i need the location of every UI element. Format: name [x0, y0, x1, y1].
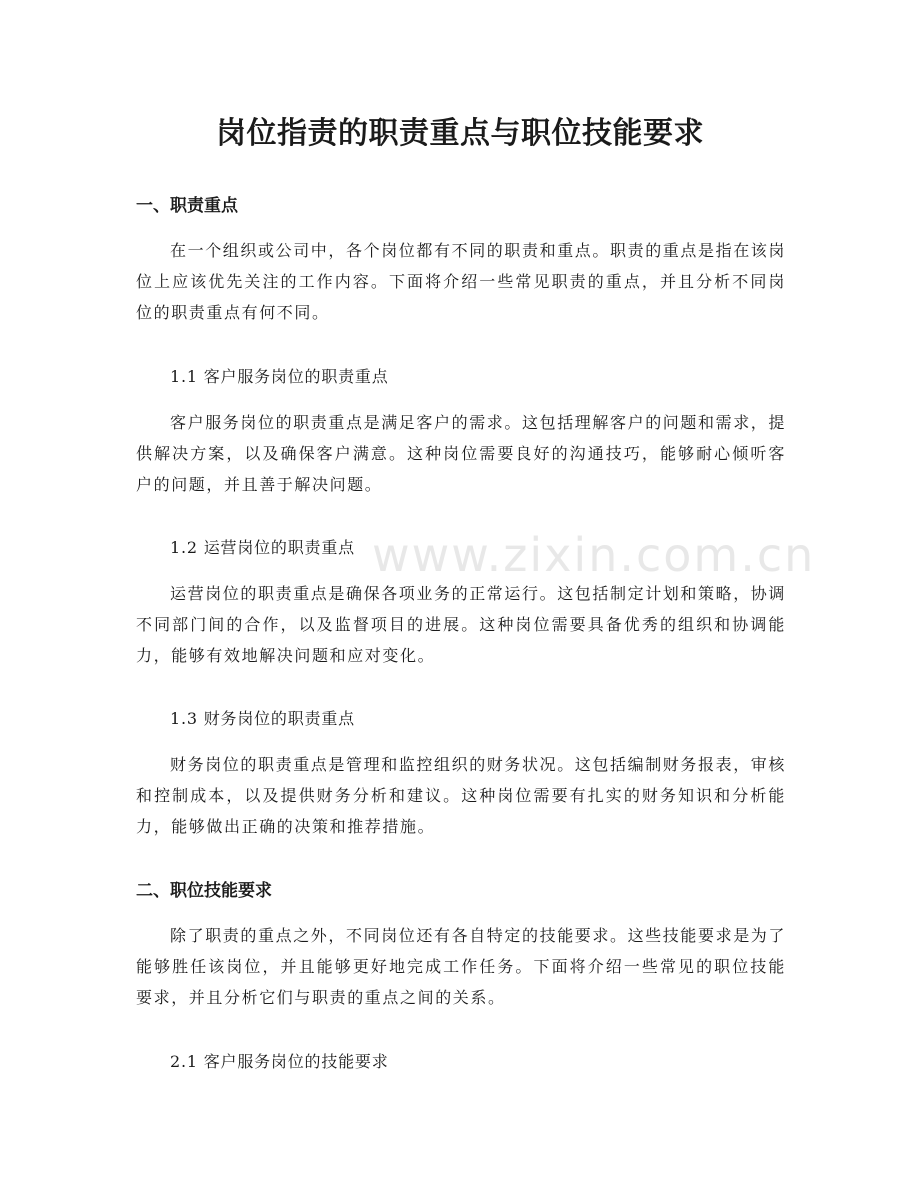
section-heading-2: 二、职位技能要求 — [136, 881, 272, 901]
subsection-heading-1-2: 1.2 运营岗位的职责重点 — [170, 538, 355, 557]
subsection-1-3-body: 财务岗位的职责重点是管理和监控组织的财务状况。这包括编制财务报表，审核和控制成本，以及提供财务分析和建议。这种岗位需要有扎实的财务知识和分析能力，能够做出正确的决策和推荐措施。 — [136, 755, 787, 836]
section-heading-1: 一、职责重点 — [136, 196, 238, 216]
subsection-heading-2-1: 2.1 客户服务岗位的技能要求 — [170, 1052, 389, 1071]
subsection-1-2-body: 运营岗位的职责重点是确保各项业务的正常运行。这包括制定计划和策略，协调不同部门间的合作，以及监督项目的进展。这种岗位需要具备优秀的组织和协调能力，能够有效地解决问题和应对变化。 — [136, 584, 787, 665]
subsection-heading-1-3: 1.3 财务岗位的职责重点 — [170, 709, 355, 728]
subsection-heading-1-1: 1.1 客户服务岗位的职责重点 — [170, 367, 389, 386]
section-1-intro: 在一个组织或公司中，各个岗位都有不同的职责和重点。职责的重点是指在该岗位上应该优先关注的工作内容。下面将介绍一些常见职责的重点，并且分析不同岗位的职责重点有何不同。 — [136, 241, 787, 322]
document-title: 岗位指责的职责重点与职位技能要求 — [216, 116, 704, 151]
subsection-1-1-body: 客户服务岗位的职责重点是满足客户的需求。这包括理解客户的问题和需求，提供解决方案，以及确保客户满意。这种岗位需要良好的沟通技巧，能够耐心倾听客户的问题，并且善于解决问题。 — [136, 413, 787, 494]
watermark: www.zixin.com.cn — [372, 528, 816, 582]
section-2-intro: 除了职责的重点之外，不同岗位还有各自特定的技能要求。这些技能要求是为了能够胜任该岗位，并且能够更好地完成工作任务。下面将介绍一些常见的职位技能要求，并且分析它们与职责的重点之间的关系。 — [136, 926, 787, 1007]
